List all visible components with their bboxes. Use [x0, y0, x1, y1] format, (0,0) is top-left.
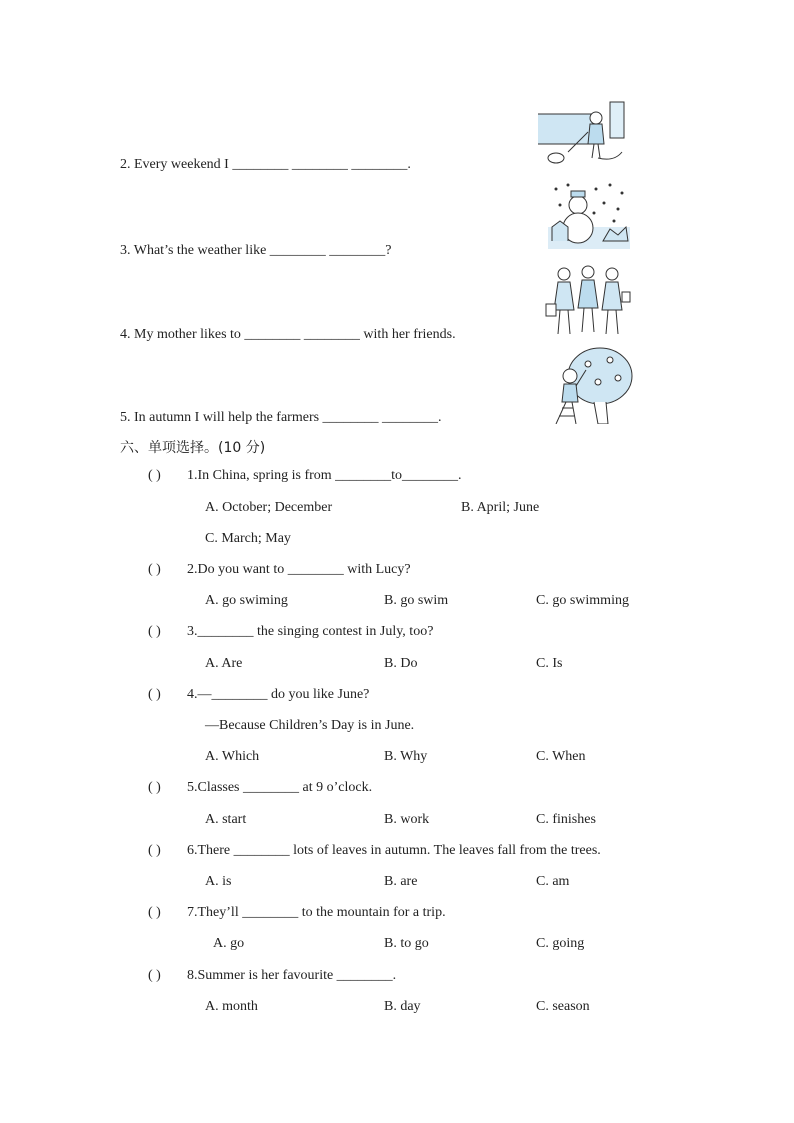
answer-paren-2[interactable]: ( ) — [148, 562, 161, 577]
option-3c[interactable]: C. Is — [536, 656, 563, 671]
question-stem-3: 3.________ the singing contest in July, too? — [187, 624, 434, 639]
option-3b[interactable]: B. Do — [384, 656, 418, 671]
answer-paren-4[interactable]: ( ) — [148, 687, 161, 702]
option-5b[interactable]: B. work — [384, 812, 430, 827]
question-stem-7: 7.They’ll ________ to the mountain for a trip. — [187, 905, 446, 920]
fill-in-q4: 4. My mother likes to ________ ________ with her friends. — [120, 327, 456, 342]
option-8b[interactable]: B. day — [384, 999, 421, 1014]
option-7a[interactable]: A. go — [213, 936, 245, 951]
question-stem-4: 4.—________ do you like June? — [187, 687, 370, 702]
section-title: 六、单项选择。(10 分) — [120, 440, 266, 456]
answer-paren-5[interactable]: ( ) — [148, 780, 161, 795]
fill-in-q5: 5. In autumn I will help the farmers ________ ________. — [120, 410, 442, 425]
snowman-picture — [548, 183, 630, 249]
question-stem-1: 1.In China, spring is from ________to________. — [187, 468, 462, 483]
option-6a[interactable]: A. is — [205, 874, 232, 889]
option-1c[interactable]: C. March; May — [205, 531, 291, 546]
cleaning-room-picture — [538, 100, 630, 170]
fill-in-q3: 3. What’s the weather like ________ ________? — [120, 243, 392, 258]
option-3a[interactable]: A. Are — [205, 656, 243, 671]
option-4c[interactable]: C. When — [536, 749, 586, 764]
option-2a[interactable]: A. go swiming — [205, 593, 288, 608]
option-4b[interactable]: B. Why — [384, 749, 428, 764]
option-5c[interactable]: C. finishes — [536, 812, 596, 827]
answer-paren-8[interactable]: ( ) — [148, 968, 161, 983]
option-2c[interactable]: C. go swimming — [536, 593, 629, 608]
answer-paren-6[interactable]: ( ) — [148, 843, 161, 858]
question-stem-5: 5.Classes ________ at 9 o’clock. — [187, 780, 373, 795]
question-stem-6: 6.There ________ lots of leaves in autumn. The leaves fall from the trees. — [187, 843, 601, 858]
shopping-girls-picture — [542, 264, 632, 336]
fill-in-q2: 2. Every weekend I ________ ________ ________. — [120, 157, 411, 172]
option-2b[interactable]: B. go swim — [384, 593, 449, 608]
option-1b[interactable]: B. April; June — [461, 500, 540, 515]
answer-paren-1[interactable]: ( ) — [148, 468, 161, 483]
option-1a[interactable]: A. October; December — [205, 500, 333, 515]
option-5a[interactable]: A. start — [205, 812, 247, 827]
question-stem-4-reply: —Because Children’s Day is in June. — [205, 718, 415, 733]
answer-paren-3[interactable]: ( ) — [148, 624, 161, 639]
picking-apples-picture — [550, 346, 634, 424]
option-6c[interactable]: C. am — [536, 874, 570, 889]
option-7b[interactable]: B. to go — [384, 936, 429, 951]
option-8c[interactable]: C. season — [536, 999, 590, 1014]
option-6b[interactable]: B. are — [384, 874, 418, 889]
option-8a[interactable]: A. month — [205, 999, 258, 1014]
question-stem-8: 8.Summer is her favourite ________. — [187, 968, 397, 983]
option-7c[interactable]: C. going — [536, 936, 585, 951]
answer-paren-7[interactable]: ( ) — [148, 905, 161, 920]
option-4a[interactable]: A. Which — [205, 749, 260, 764]
question-stem-2: 2.Do you want to ________ with Lucy? — [187, 562, 411, 577]
